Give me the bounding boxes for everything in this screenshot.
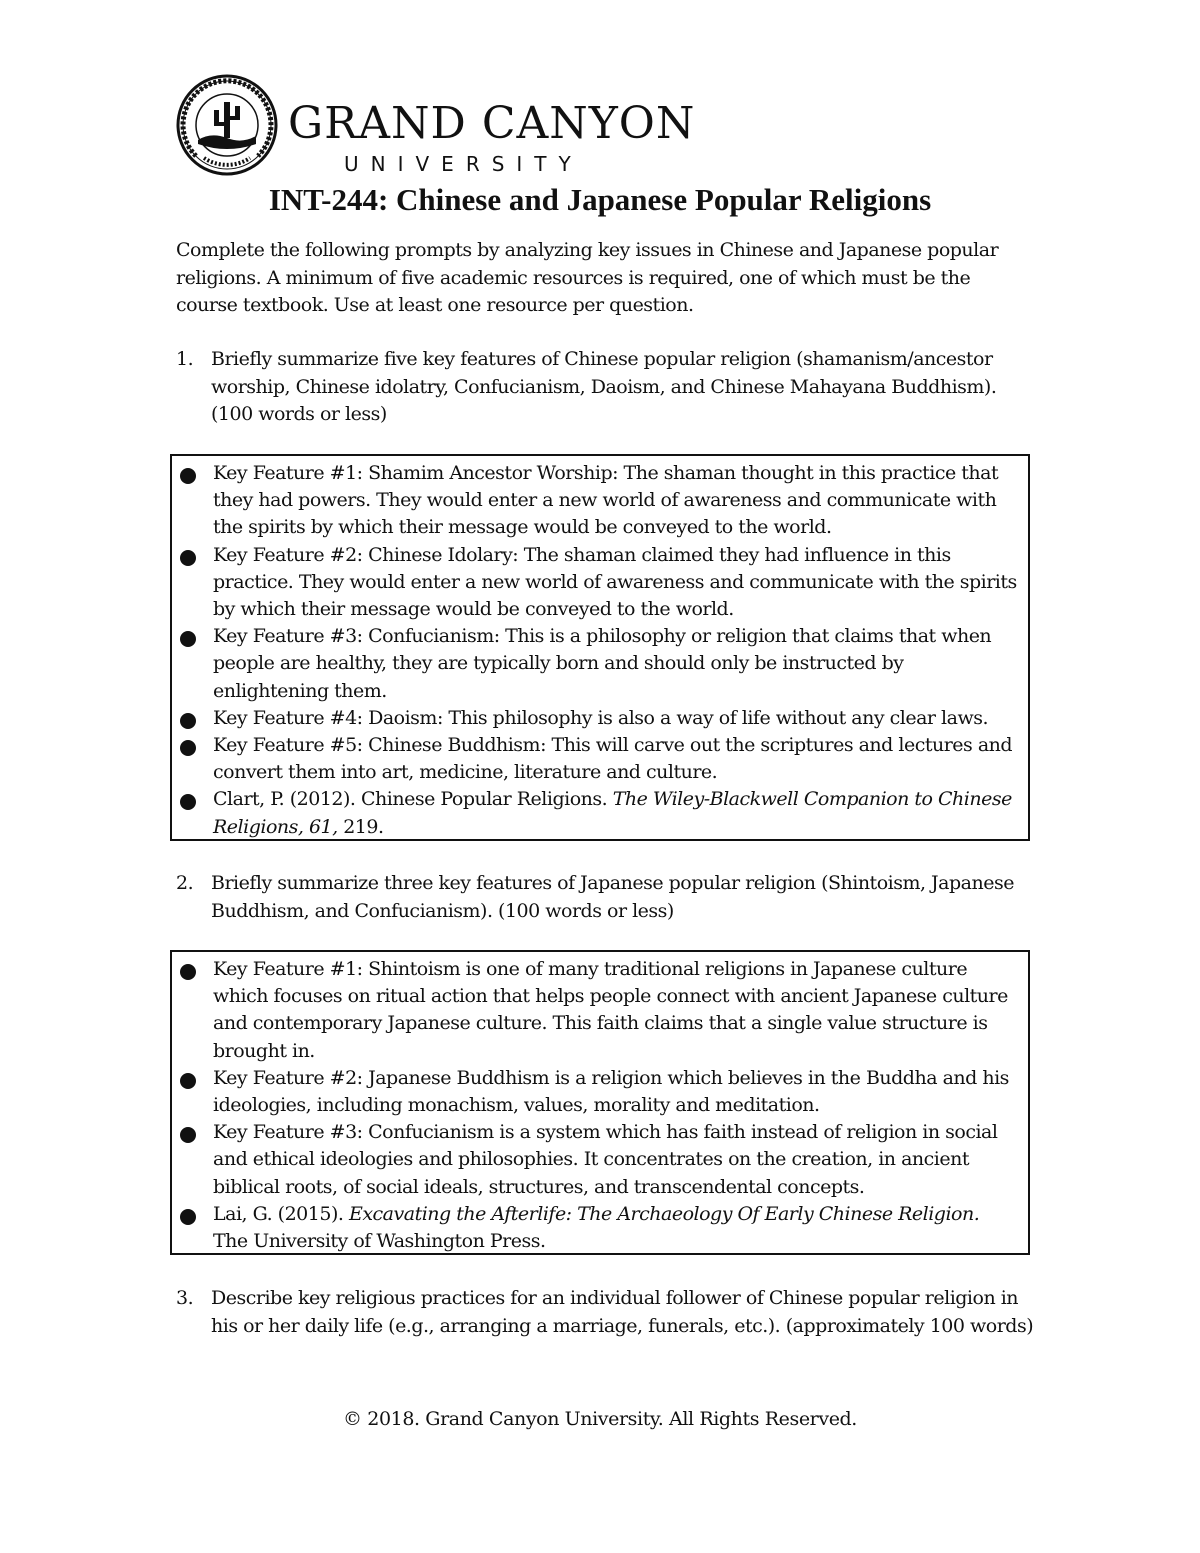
document-title: INT-244: Chinese and Japanese Popular Religions [268,182,932,217]
citation-item [178,1201,1018,1255]
question-text: Briefly summarize five key features of Chinese popular religion (shamanism/ancestor worship, Chinese idolatry, Confucianism, Daoism, and Chinese Mahayana Buddhism). (100 words or less) [211,348,997,425]
list-item [178,732,1018,786]
bullet-icon [180,468,196,484]
list-item-text: Key Feature #1: Shintoism is one of many traditional religions in Japanese culture which focuses on ritual action that helps people connect with ancient Japanese culture and contemporary Japanese culture. This faith claims that a single value structure is brought in. [213,958,1008,1062]
list-item [178,705,1018,732]
university-name-line2: UNIVERSITY [344,152,583,176]
list-item [178,542,1018,624]
answer-list [178,956,1018,1255]
question-3 [176,1285,1036,1340]
question-number: 1. [176,348,194,370]
list-item-text: Key Feature #3: Confucianism is a system which has faith instead of religion in social and ethical ideologies and philosophies. It concentrates on the creation, in ancient biblical roots, of social ideals, structures, and transcendental concepts. [213,1121,998,1198]
list-item-text: Key Feature #3: Confucianism: This is a philosophy or religion that claims that when people are healthy, they are typically born and should only be instructed by enlightening them. [213,625,992,702]
bullet-icon [180,1127,196,1143]
list-item [178,1119,1018,1201]
bullet-icon [180,1209,196,1225]
answer-box-2 [170,950,1030,1255]
citation-source: The Wiley-Blackwell Companion to Chinese Religions, 61, [213,788,1012,838]
bullet-icon [180,713,196,729]
question-text: Briefly summarize three key features of Japanese popular religion (Shintoism, Japanese Buddhism, and Confucianism). (100 words or less) [211,872,1014,922]
question-2 [176,870,1036,925]
question-number: 3. [176,1287,194,1309]
university-name-line1: GRAND CANYON [288,98,696,149]
answer-list [178,460,1018,841]
citation-source: Excavating the Afterlife: The Archaeology Of Early Chinese Religion. [348,1202,980,1225]
copyright-footer: © 2018. Grand Canyon University. All Rights Reserved. [343,1408,857,1430]
citation-pages: 219. [337,815,384,838]
intro-paragraph: Complete the following prompts by analyzing key issues in Chinese and Japanese popular religions. A minimum of five academic resources is required, one of which must be the course textbook. Use at least one resource per question. [176,239,999,316]
bullet-icon [180,1073,196,1089]
university-seal-icon [176,74,278,176]
university-logo [176,74,696,184]
list-item [178,623,1018,705]
citation-item [178,786,1018,840]
question-number: 2. [176,872,194,894]
bullet-icon [180,794,196,810]
question-1 [176,346,1036,429]
question-text: Describe key religious practices for an individual follower of Chinese popular religion in his or her daily life (e.g., arranging a marriage, funerals, etc.). (approximately 100 words) [211,1287,1034,1337]
citation-text: Lai, G. (2015). [213,1202,349,1225]
list-item-text: Key Feature #5: Chinese Buddhism: This will carve out the scriptures and lectures and convert them into art, medicine, literature and culture. [213,734,1013,784]
answer-box-1 [170,454,1030,841]
bullet-icon [180,631,196,647]
list-item-text: Key Feature #2: Chinese Idolary: The shaman claimed they had influence in this practice. They would enter a new world of awareness and communicate with the spirits by which their message would be conveyed to the world. [213,543,1017,621]
list-item [178,956,1018,1065]
citation-publisher: The University of Washington Press. [213,1230,546,1253]
list-item-text: Key Feature #1: Shamim Ancestor Worship: The shaman thought in this practice that they had powers. They would enter a new world of awareness and communicate with the spirits by which their message would be conveyed to the world. [213,462,999,539]
list-item-text: Key Feature #4: Daoism: This philosophy is also a way of life without any clear laws. [213,706,989,729]
list-item [178,460,1018,542]
bullet-icon [180,740,196,756]
list-item-text: Key Feature #2: Japanese Buddhism is a religion which believes in the Buddha and his ideologies, including monachism, values, morality and meditation. [213,1066,1009,1117]
citation-text: Clart, P. (2012). Chinese Popular Religions. [213,788,613,811]
list-item [178,1065,1018,1119]
bullet-icon [180,964,196,980]
bullet-icon [180,550,196,566]
